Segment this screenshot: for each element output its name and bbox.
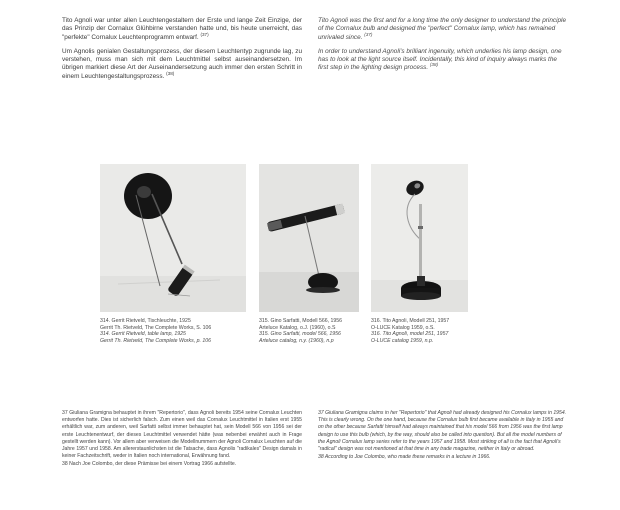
photo-rietveld-table-lamp bbox=[100, 164, 246, 312]
rietveld-lamp-illustration bbox=[100, 164, 246, 312]
caption-line: 316. Tito Agnoli, model 251, 1957 bbox=[371, 331, 449, 338]
photo-sarfatti-model-566 bbox=[259, 164, 359, 312]
footnote-mark: (38) bbox=[166, 70, 175, 76]
caption-line: Arteluce catalog, n.y. (1960), n.p bbox=[259, 337, 334, 344]
caption-line: Arteluce Katalog, o.J. (1960), o.S bbox=[259, 324, 336, 331]
english-body-text bbox=[318, 17, 568, 79]
footnote-mark: (38) bbox=[429, 62, 439, 68]
caption-line: O-LUCE Katalog 1959, o.S. bbox=[371, 324, 435, 331]
footnote-37-en: 37 Giuliana Gramigna claims in her "Repertorio" that Agnoli had already designed his Cornalux lamps in 1954. This is clearly wrong. On the one hand, because the Cornalux bulb first became available in Italy in 1955 and on the other because Sarfatti himself had always maintained that his model 566 from 1956 was the first lamp design to use this bulb (which, by the way, should also be called into question). But all the model numbers of the Agnoli Cornalux lamp series refer to the years 1957 and 1958. Most striking of all is the fact that Agnoli's "radical" design was not mentioned at that time in any trade magazine, neither in Italy or abroad. bbox=[318, 410, 567, 453]
english-footnotes bbox=[318, 410, 568, 462]
agnoli-lamp-illustration bbox=[371, 164, 468, 312]
caption-figure-316 bbox=[371, 318, 479, 344]
sarfatti-lamp-illustration bbox=[259, 164, 359, 312]
footnote-38-en: 38 According to Joe Colombo, who made these remarks in a lecture in 1966. bbox=[318, 454, 491, 461]
caption-line: 316. Tito Agnoli, Modell 251, 1957 bbox=[371, 318, 450, 324]
caption-line: Gerrit Th. Rietveld, The Complete Works, p. 106 bbox=[100, 337, 211, 344]
caption-line: 314. Gerrit Rietveld, table lamp, 1925 bbox=[100, 331, 186, 338]
english-paragraph-2: In order to understand Agnoli's brilliant ingenuity, which underlies his lamp design, one has to look at the light source itself. Incidentally, this kind of inquiry always marks the first step in the lighting design process. $^{(38)}$ bbox=[318, 47, 562, 72]
caption-figure-314 bbox=[100, 318, 250, 344]
caption-line: 315. Gino Sarfatti, model 566, 1956 bbox=[259, 331, 341, 338]
german-body-text bbox=[62, 17, 302, 87]
footnote-mark: (37) bbox=[200, 31, 209, 37]
caption-line: 314. Gerrit Rietveld, Tischleuchte, 1925 bbox=[100, 318, 191, 324]
footnote-38-de: 38 Nach Joe Colombo, der diese Prämisse bei einem Vortrag 1966 aufstellte. bbox=[62, 461, 237, 468]
german-footnotes bbox=[62, 410, 302, 470]
german-paragraph-1: Tito Agnoli war unter allen Leuchtengestaltern der Erste und lange Zeit Einzige, der das Prinzip der Cornalux Glühbirne verstanden hatte und, bis heute unerreicht, das "perfekte" Cornalux Leuchtenprogramm entwarf. $^{(37)}$ bbox=[62, 17, 302, 41]
caption-line: Gerrit Th. Rietveld, The Complete Works, S. 106 bbox=[100, 324, 212, 331]
caption-line: O-LUCE catalog 1959, n.p. bbox=[371, 337, 434, 344]
footnote-mark: (37) bbox=[364, 31, 373, 37]
footnote-37-de: 37 Giuliana Gramigna behauptet in ihrem "Repertorio", dass Agnoli bereits 1954 seine Cornalux Leuchten entworfen hatte. Dies ist sicherlich falsch. Zum einen weil das Cornalux Leuchtmittel in Italien erst 1955 erhältlich war, zum anderen, weil Sarfatti selbst immer behauptet hat, sein Modell 566 von 1956 sei der erste Leuchtenentwurf, der dieses Leuchtmittel verwendet hätte (was nebenbei erwähnt auch in Frage gestellt werden kann). Vor allem aber verweisen die Modellnummern der Agnoli Cornalux Leuchten auf die Jahre 1957 und 1958. Am allererstaunlichsten ist die Tatsache, dass Agnolis "radikales" Design damals in keiner Fachzeitschrift, weder in Italien noch international, Erwähnung fand. bbox=[62, 410, 302, 460]
german-paragraph-2: Um Agnolis genialen Gestaltungsprozess, der diesem Leuchtentyp zugrunde lag, zu verstehen, muss man sich mit dem Leuchtmittel selbst auseinandersetzen. Im übrigen markiert diese Art der Auseinandersetzung auch immer den ersten Schritt in einem Leuchtengestaltungsprozess. $^{(38)}$ bbox=[62, 47, 302, 80]
caption-figure-315 bbox=[259, 318, 367, 344]
caption-line: 315. Gino Sarfatti, Modell 566, 1956 bbox=[259, 318, 343, 324]
english-paragraph-1: Tito Agnoli was the first and for a long time the only designer to understand the principle of the Cornalux bulb and designed the "perfect" Cornalux lamp, which has remained unrivaled since. $^{(37)}$ bbox=[318, 17, 567, 41]
photo-agnoli-model-251 bbox=[371, 164, 468, 312]
